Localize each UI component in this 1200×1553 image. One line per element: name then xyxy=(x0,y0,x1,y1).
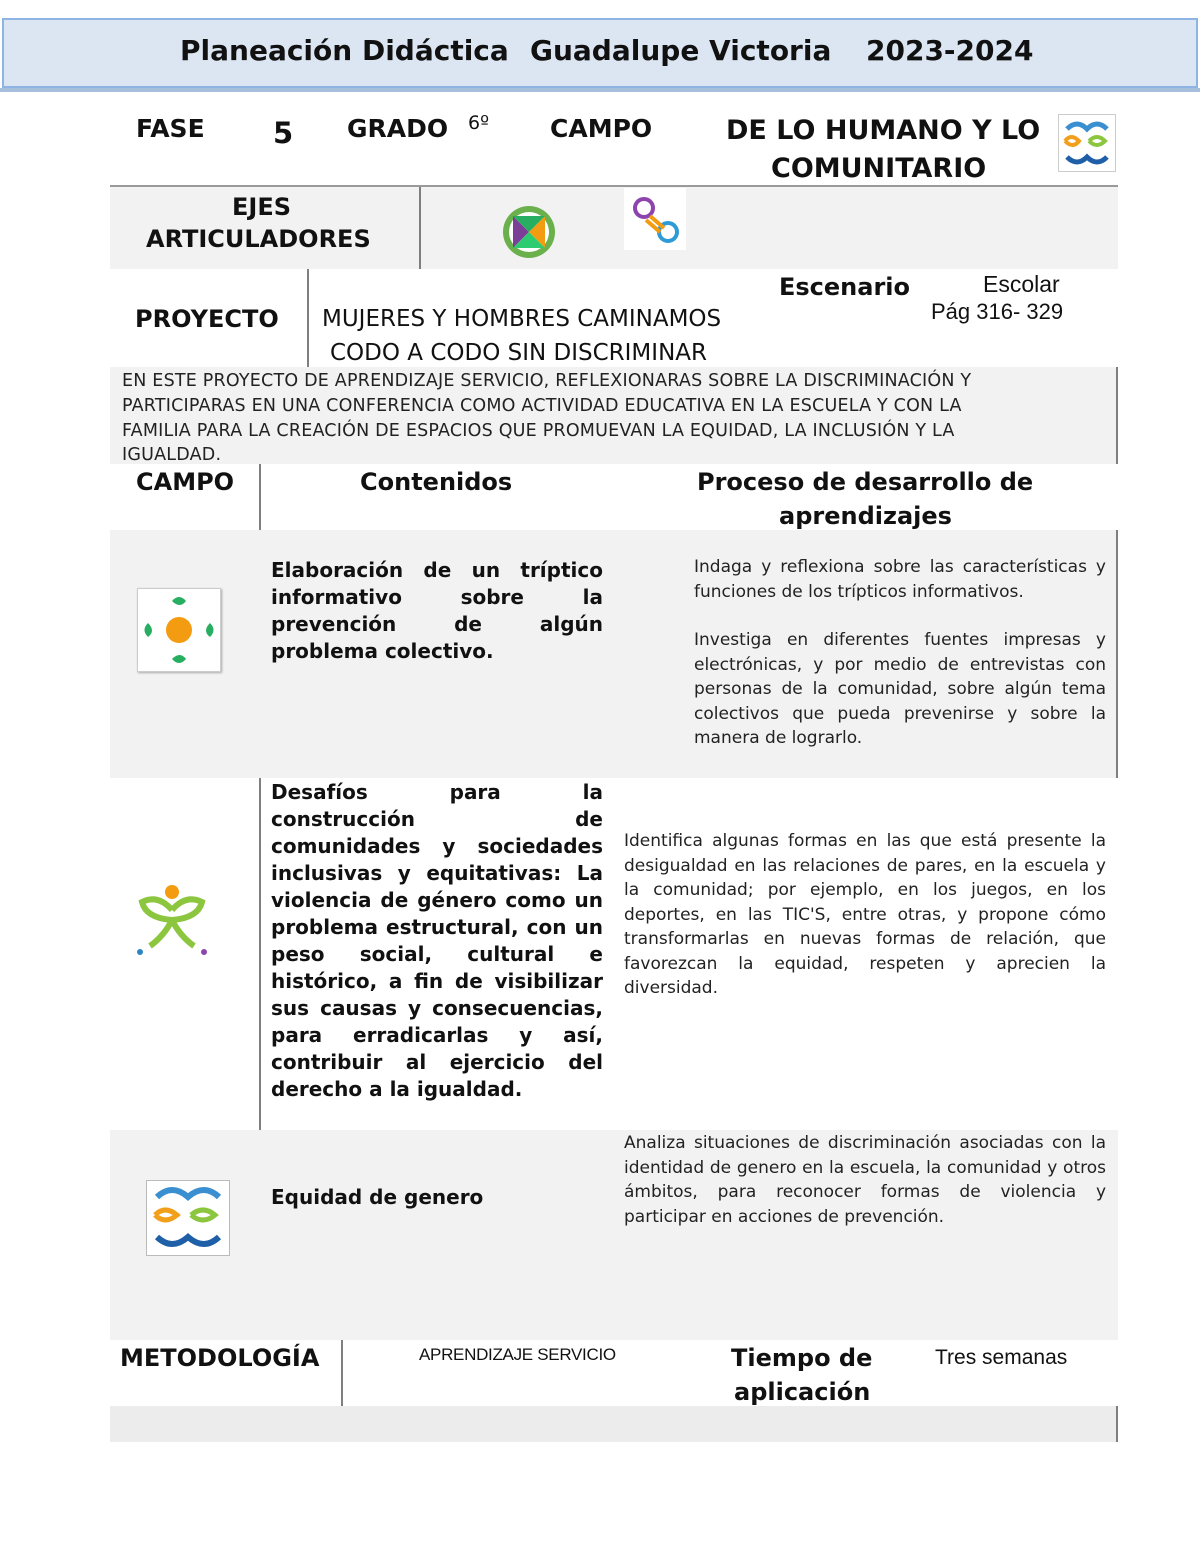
banner-title: Planeación Didáctica xyxy=(180,34,509,67)
tiempo-value: Tres semanas xyxy=(935,1346,1068,1369)
gender-equality-icon xyxy=(624,188,686,250)
metodologia-label: METODOLOGÍA xyxy=(120,1344,320,1372)
banner-shadow xyxy=(0,88,1200,92)
row1-proceso xyxy=(694,555,1106,751)
row2-proceso: Identifica algunas formas en las que está presente la desigualdad en las relaciones de pares, en la escuela y la comunidad; por ejemplo, en los juegos, en los deportes, en las TIC'S, entre otras, y propone cómo transformarlas en nuevas formas de relación, que favorezcan la equidad, respeten y aprecien la diversidad. xyxy=(624,831,1106,998)
campo-title-line2: COMUNITARIO xyxy=(771,153,987,184)
col-proceso-header-line2: aprendizajes xyxy=(779,502,952,530)
vida-saludable-icon xyxy=(137,588,221,672)
grado-label: GRADO xyxy=(347,114,449,143)
col-contenidos-header: Contenidos xyxy=(360,468,513,496)
proyecto-title-line2: CODO A CODO SIN DISCRIMINAR xyxy=(330,340,707,366)
ejes-divider xyxy=(419,187,421,269)
row1-proceso-p2: Investiga en diferentes fuentes impresas y electrónicas, y por medio de entrevistas con personas de la comunidad, sobre algún tema colectivos que pueda prevenirse y sobre la manera de lograrlo. xyxy=(694,630,1106,748)
proyecto-divider xyxy=(307,269,309,367)
row3-proceso: Analiza situaciones de discriminación asociadas con la identidad de genero en la escuela, la comunidad y otros ámbitos, para reconocer formas de violencia y participar en acciones de prevención. xyxy=(624,1133,1106,1227)
tiempo-label-line1: Tiempo de xyxy=(731,1344,873,1372)
row3-contenido: Equidad de genero xyxy=(271,1185,484,1209)
col-proceso-header-line1: Proceso de desarrollo de xyxy=(697,468,1034,496)
metodologia-value: APRENDIZAJE SERVICIO xyxy=(419,1345,616,1364)
proyecto-label: PROYECTO xyxy=(135,305,279,333)
description-block xyxy=(122,369,1108,468)
banner-school: Guadalupe Victoria xyxy=(530,34,832,67)
escenario-value: Escolar xyxy=(983,271,1060,297)
row1-right-border xyxy=(1116,530,1118,778)
campo-label: CAMPO xyxy=(550,114,653,143)
fase-label: FASE xyxy=(136,114,205,143)
tiempo-label-line2: aplicación xyxy=(734,1378,871,1406)
fase-value: 5 xyxy=(273,116,294,150)
description-right-border xyxy=(1116,367,1118,464)
description-line: PARTICIPARAS EN UNA CONFERENCIA COMO ACTIVIDAD EDUCATIVA EN LA ESCUELA Y CON LA xyxy=(122,395,962,416)
ejes-label-line1: EJES xyxy=(232,193,292,221)
grado-value: 6º xyxy=(468,112,490,134)
row1-contenido: Elaboración de un tríptico informativo sobre la prevención de algún problema colectivo. xyxy=(271,558,603,663)
ejes-label-line2: ARTICULADORES xyxy=(146,225,371,253)
description-line: FAMILIA PARA LA CREACIÓN DE ESPACIOS QUE PROMUEVAN LA EQUIDAD, LA INCLUSIÓN Y LA xyxy=(122,420,955,441)
humano-comunitario-icon xyxy=(1058,114,1116,172)
metodologia-divider xyxy=(341,1340,343,1406)
escenario-label: Escenario xyxy=(779,273,911,301)
proyecto-title-line1: MUJERES Y HOMBRES CAMINAMOS xyxy=(322,306,722,332)
row1-proceso-p1: Indaga y reflexiona sobre las características y funciones de los trípticos informativos. xyxy=(694,557,1106,602)
footer-right-border xyxy=(1116,1406,1118,1442)
row2-contenido: Desafíos para la construcción de comunidades y sociedades inclusivas y equitativas: La violencia de género como un problema estructural, con un peso social, cultural e histórico, a fin de visibilizar sus causas y consecuencias, para erradicarlas y así, contribuir al ejercicio del derecho a la igualdad. xyxy=(271,780,603,1101)
description-line: EN ESTE PROYECTO DE APRENDIZAJE SERVICIO, REFLEXIONARAS SOBRE LA DISCRIMINACIÓN Y xyxy=(122,371,972,391)
humano-comunitario-icon xyxy=(146,1180,230,1256)
pensamiento-critico-icon xyxy=(134,880,210,958)
col-campo-header: CAMPO xyxy=(136,468,235,496)
footer-band xyxy=(110,1406,1118,1442)
proyecto-pages: Pág 316- 329 xyxy=(931,299,1064,324)
description-line: IGUALDAD. xyxy=(122,445,222,466)
campo-title-line1: DE LO HUMANO Y LO xyxy=(726,115,1041,146)
inclusion-icon xyxy=(500,203,558,261)
banner-year: 2023-2024 xyxy=(866,34,1034,67)
